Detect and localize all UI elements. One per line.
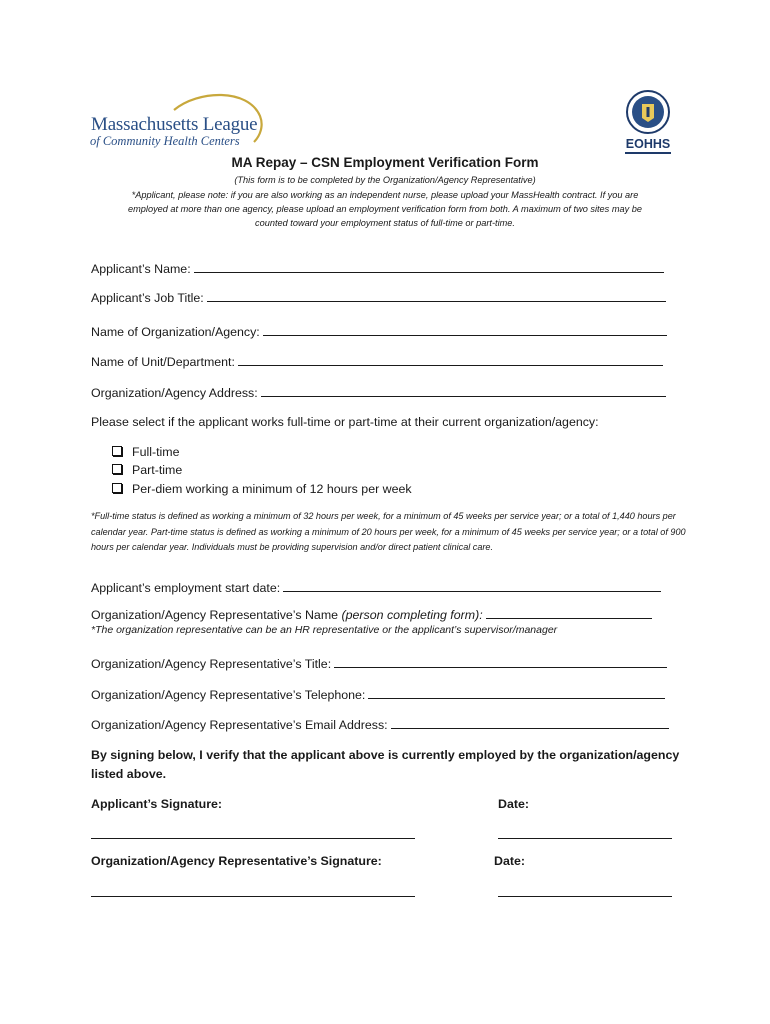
rep-email-line[interactable] bbox=[391, 717, 669, 729]
start-date-line[interactable] bbox=[283, 580, 661, 592]
address-label: Organization/Agency Address: bbox=[91, 386, 258, 400]
address-line[interactable] bbox=[261, 385, 666, 397]
address-field[interactable] bbox=[91, 385, 666, 400]
job-title-field[interactable] bbox=[91, 290, 666, 305]
rep-signature-line[interactable] bbox=[91, 895, 415, 897]
rep-title-label: Organization/Agency Representative’s Title: bbox=[91, 657, 332, 671]
eohhs-underline bbox=[625, 152, 671, 154]
rep-name-label: Organization/Agency Representative’s Name bbox=[91, 608, 339, 622]
eohhs-label: EOHHS bbox=[625, 137, 671, 151]
eohhs-logo bbox=[621, 88, 675, 158]
full-time-checkbox[interactable] bbox=[112, 445, 180, 459]
rep-email-label: Organization/Agency Representative’s Email Address: bbox=[91, 718, 388, 732]
rep-date-line[interactable] bbox=[498, 895, 672, 897]
checkbox-icon[interactable] bbox=[112, 483, 122, 493]
per-diem-label: Per-diem working a minimum of 12 hours per week bbox=[132, 482, 412, 496]
rep-phone-field[interactable] bbox=[91, 687, 665, 702]
checkbox-icon[interactable] bbox=[112, 446, 122, 456]
unit-field[interactable] bbox=[91, 354, 663, 369]
organization-field[interactable] bbox=[91, 324, 667, 339]
instructions-line-3: counted toward your employment status of full-time or part-time. bbox=[255, 218, 515, 228]
rep-name-line[interactable] bbox=[486, 607, 652, 619]
unit-label: Name of Unit/Department: bbox=[91, 355, 235, 369]
rep-name-field[interactable] bbox=[91, 607, 652, 622]
rep-title-field[interactable] bbox=[91, 656, 667, 671]
checkbox-icon[interactable] bbox=[112, 464, 122, 474]
verification-statement-1: By signing below, I verify that the applicant above is currently employed by the organization/agency bbox=[91, 748, 680, 762]
logo-name-line2: of Community Health Centers bbox=[90, 134, 240, 148]
rep-footnote: *The organization representative can be an HR representative or the applicant’s supervisor/manager bbox=[91, 624, 558, 636]
form-title: MA Repay – CSN Employment Verification Form bbox=[231, 155, 539, 170]
verification-statement-2: listed above. bbox=[91, 767, 167, 781]
logo-name-line1: Massachusetts League bbox=[91, 114, 258, 135]
applicant-date-line[interactable] bbox=[498, 837, 672, 839]
unit-line[interactable] bbox=[238, 354, 663, 366]
status-prompt: Please select if the applicant works full-time or part-time at their current organization/agency: bbox=[91, 415, 599, 429]
organization-label: Name of Organization/Agency: bbox=[91, 325, 260, 339]
state-seal-icon bbox=[621, 88, 675, 136]
rep-phone-label: Organization/Agency Representative’s Telephone: bbox=[91, 688, 366, 702]
applicant-signature-line[interactable] bbox=[91, 837, 415, 839]
rep-signature-label: Organization/Agency Representative’s Signature: bbox=[91, 854, 382, 868]
rep-title-line[interactable] bbox=[334, 656, 667, 668]
organization-line[interactable] bbox=[263, 324, 667, 336]
applicant-signature-label: Applicant’s Signature: bbox=[91, 797, 223, 811]
rep-name-note: (person completing form): bbox=[341, 608, 483, 622]
job-title-line[interactable] bbox=[207, 290, 666, 302]
part-time-label: Part-time bbox=[132, 463, 183, 477]
full-time-label: Full-time bbox=[132, 445, 180, 459]
applicant-name-field[interactable] bbox=[91, 261, 664, 276]
job-title-label: Applicant’s Job Title: bbox=[91, 291, 204, 305]
part-time-checkbox[interactable] bbox=[112, 463, 182, 477]
start-date-field[interactable] bbox=[91, 580, 661, 595]
applicant-name-label: Applicant’s Name: bbox=[91, 262, 191, 276]
rep-date-label: Date: bbox=[494, 854, 525, 868]
instructions-line-1: *Applicant, please note: if you are also working as an independent nurse, please upload your MassHealth contract. If you are bbox=[131, 190, 639, 200]
per-diem-checkbox[interactable] bbox=[112, 482, 412, 496]
rep-phone-line[interactable] bbox=[368, 687, 665, 699]
start-date-label: Applicant’s employment start date: bbox=[91, 581, 281, 595]
rep-email-field[interactable] bbox=[91, 717, 669, 732]
form-subtitle: (This form is to be completed by the Organization/Agency Representative) bbox=[234, 175, 536, 185]
massachusetts-league-logo bbox=[88, 88, 268, 154]
instructions-line-2: employed at more than one agency, please upload an employment verification form from both. A maximum of two sites may be bbox=[128, 204, 642, 214]
applicant-date-label: Date: bbox=[498, 797, 529, 811]
status-definition: *Full-time status is defined as working a minimum of 32 hours per week, for a minimum of 45 weeks per service year; or a total of 1,440 hours per calendar year. Part-time status is defined as working a minimum of 20 hours per week, for a minimum of 45 weeks per service year; or a total of 900 hours per calendar year. Individuals must be providing supervision and/or direct patient clinical care. bbox=[91, 511, 686, 552]
applicant-name-line[interactable] bbox=[194, 261, 664, 273]
